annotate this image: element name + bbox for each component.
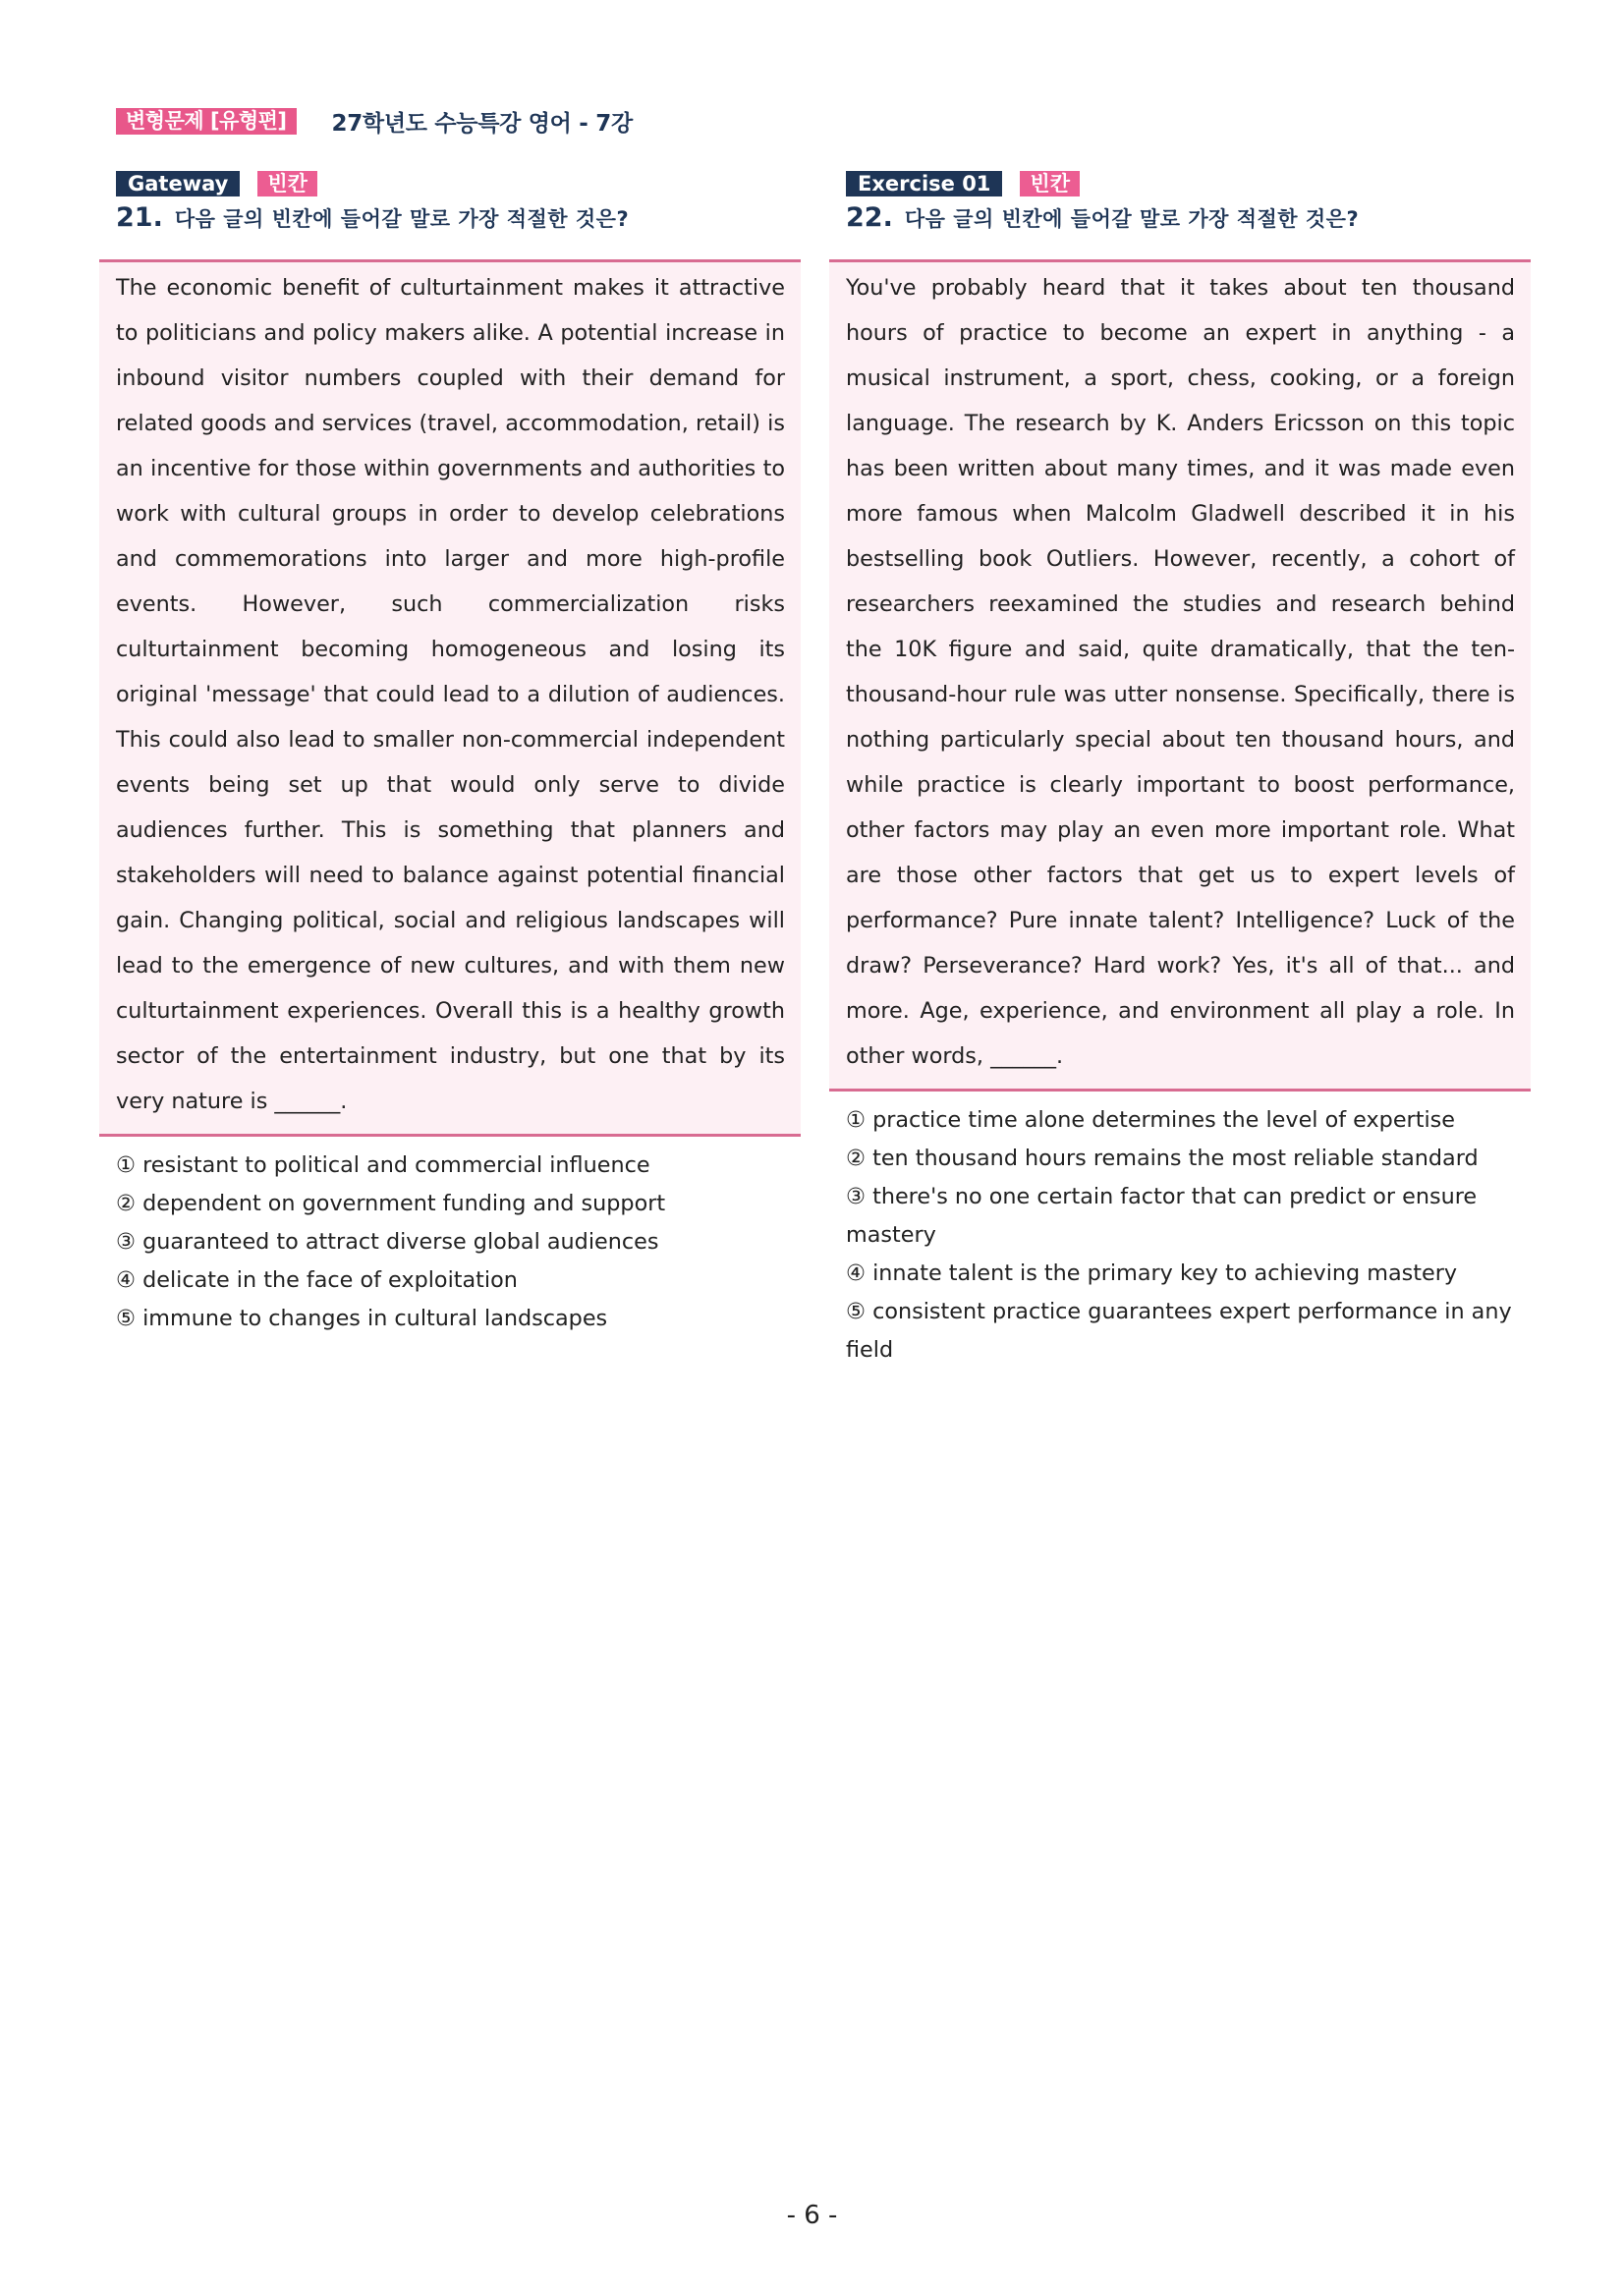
question-21-labels [99,171,801,196]
blank-type-label: 빈칸 [257,171,317,196]
question-22-prompt [829,202,1531,238]
page-number: - 6 - [786,2201,838,2230]
question-number: 22. [846,202,893,233]
question-21-column [99,171,801,1338]
question-22-passage: You've probably heard that it takes about ten thousand hours of practice to become an expert in anything - a musical instrument, a sport, chess, cooking, or a foreign language. The research by K. Anders Ericsson on this topic has been written about many times, and it was made even more famous when Malcolm Gladwell described it in his bestselling book Outliers. However, recently, a cohort of researchers reexamined the studies and research behind the 10K figure and said, quite dramatically, that the ten-thousand-hour rule was utter nonsense. Specifically, there is nothing particularly special about ten thousand hours, and while practice is clearly important to boost performance, other factors may play an even more important role. What are those other factors that get us to expert levels of performance? Pure innate talent? Intelligence? Luck of the draw? Perseverance? Hard work? Yes, it's all of that... and more. Age, experience, and environment all play a role. In other words, ______. [829,259,1531,1092]
exercise-label: Exercise 01 [846,171,1002,196]
option-5[interactable]: ⑤ consistent practice guarantees expert performance in any field [846,1299,1512,1363]
option-3[interactable]: ③ there's no one certain factor that can predict or ensure mastery [846,1184,1478,1248]
option-1[interactable]: ① practice time alone determines the level of expertise [846,1107,1455,1133]
question-22-column [829,171,1531,1370]
option-2[interactable]: ② ten thousand hours remains the most reliable standard [846,1146,1479,1171]
question-21-options [99,1147,801,1338]
option-2[interactable]: ② dependent on government funding and support [116,1191,666,1216]
option-5[interactable]: ⑤ immune to changes in cultural landscapes [116,1306,608,1331]
option-4[interactable]: ④ delicate in the face of exploitation [116,1267,518,1293]
page-header [116,106,633,136]
question-22-options [829,1101,1531,1370]
header-title: 27학년도 수능특강 영어 - 7강 [331,110,633,137]
question-text: 다음 글의 빈칸에 들어갈 말로 가장 적절한 것은? [904,207,1360,231]
option-4[interactable]: ④ innate talent is the primary key to achieving mastery [846,1260,1458,1286]
question-22-labels [829,171,1531,196]
question-number: 21. [116,202,163,233]
question-text: 다음 글의 빈칸에 들어갈 말로 가장 적절한 것은? [174,207,630,231]
blank-type-label: 빈칸 [1020,171,1080,196]
option-1[interactable]: ① resistant to political and commercial influence [116,1152,650,1178]
gateway-label: Gateway [116,171,240,196]
option-3[interactable]: ③ guaranteed to attract diverse global audiences [116,1229,659,1255]
question-21-passage: The economic benefit of culturtainment makes it attractive to politicians and policy makers alike. A potential increase in inbound visitor numbers coupled with their demand for related goods and services (travel, accommodation, retail) is an incentive for those within governments and authorities to work with cultural groups in order to develop celebrations and commemorations into larger and more high-profile events. However, such commercialization risks culturtainment becoming homogeneous and losing its original 'message' that could lead to a dilution of audiences. This could also lead to smaller non-commercial independent events being set up that would only serve to divide audiences further. This is something that planners and stakeholders will need to balance against potential financial gain. Changing political, social and religious landscapes will lead to the emergence of new cultures, and with them new culturtainment experiences. Overall this is a healthy growth sector of the entertainment industry, but one that by its very nature is ______. [99,259,801,1137]
question-21-prompt [99,202,801,238]
header-tag: 변형문제 [유형편] [116,108,297,135]
